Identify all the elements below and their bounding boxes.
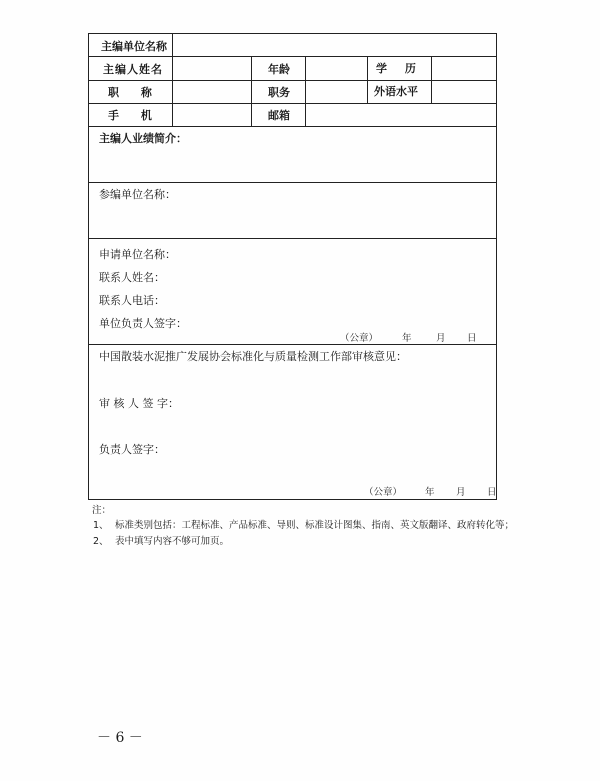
review-date-year: 年 [425,487,435,498]
education-field[interactable] [434,59,494,77]
column-divider [172,33,173,126]
achievements-label: 主编人业绩简介： [99,132,187,145]
column-divider [251,56,252,126]
mobile-label: 手 机 [108,109,152,122]
row-divider [88,182,497,183]
page-number: － 6 － [97,730,143,746]
review-seal: （公章） [364,487,403,498]
age-label: 年龄 [268,63,290,76]
unit-leader-signature-label: 单位负责人签字： [99,317,187,330]
note-text: 标准类别包括：工程标准、产品标准、导则、标准设计图集、指南、英文版翻译、政府转化等； [115,520,515,531]
chief-editor-name-field[interactable] [175,59,249,77]
row-divider [88,80,497,81]
position-field[interactable] [308,83,364,101]
column-divider [367,56,368,103]
education-label: 学 历 [376,62,416,75]
achievements-field[interactable] [92,148,494,180]
mobile-field[interactable] [175,106,249,124]
row-divider [88,238,497,239]
email-field[interactable] [308,106,494,124]
email-label: 邮箱 [268,109,290,122]
note-number: 1、 [93,520,109,531]
chief-editor-unit-label: 主编单位名称 [101,40,167,53]
review-date-month: 月 [456,487,466,498]
review-opinion-title: 中国散装水泥推广发展协会标准化与质量检测工作部审核意见： [99,350,407,363]
applicant-date-year: 年 [402,333,412,344]
applicant-seal: （公章） [340,333,379,344]
applicant-date-day: 日 [467,333,477,344]
foreign-language-field[interactable] [434,83,494,101]
applicant-date-month: 月 [436,333,446,344]
applicant-unit-label: 申请单位名称： [99,248,176,261]
review-leader-signature-label: 负责人签字： [99,443,165,456]
contact-phone-label: 联系人电话： [99,294,165,307]
co-editor-unit-label: 参编单位名称： [99,188,176,201]
chief-editor-name-label: 主编人姓名 [103,63,163,76]
chief-editor-unit-field[interactable] [176,37,494,54]
column-divider [431,56,432,103]
review-date-day: 日 [487,487,497,498]
contact-name-label: 联系人姓名： [99,271,165,284]
co-editor-unit-field[interactable] [92,204,494,236]
note-text: 表中填写内容不够可加页。 [115,536,230,547]
title-field[interactable] [175,83,249,101]
row-divider [88,103,497,104]
title-label: 职 称 [108,86,152,99]
row-divider [88,56,497,57]
column-divider [305,56,306,126]
note-number: 2、 [93,536,109,547]
notes-heading: 注： [92,505,112,516]
age-field[interactable] [308,59,364,77]
position-label: 职务 [268,86,290,99]
foreign-language-label: 外语水平 [374,85,418,98]
row-divider [88,126,497,127]
reviewer-signature-label: 审 核 人 签 字： [99,397,179,410]
